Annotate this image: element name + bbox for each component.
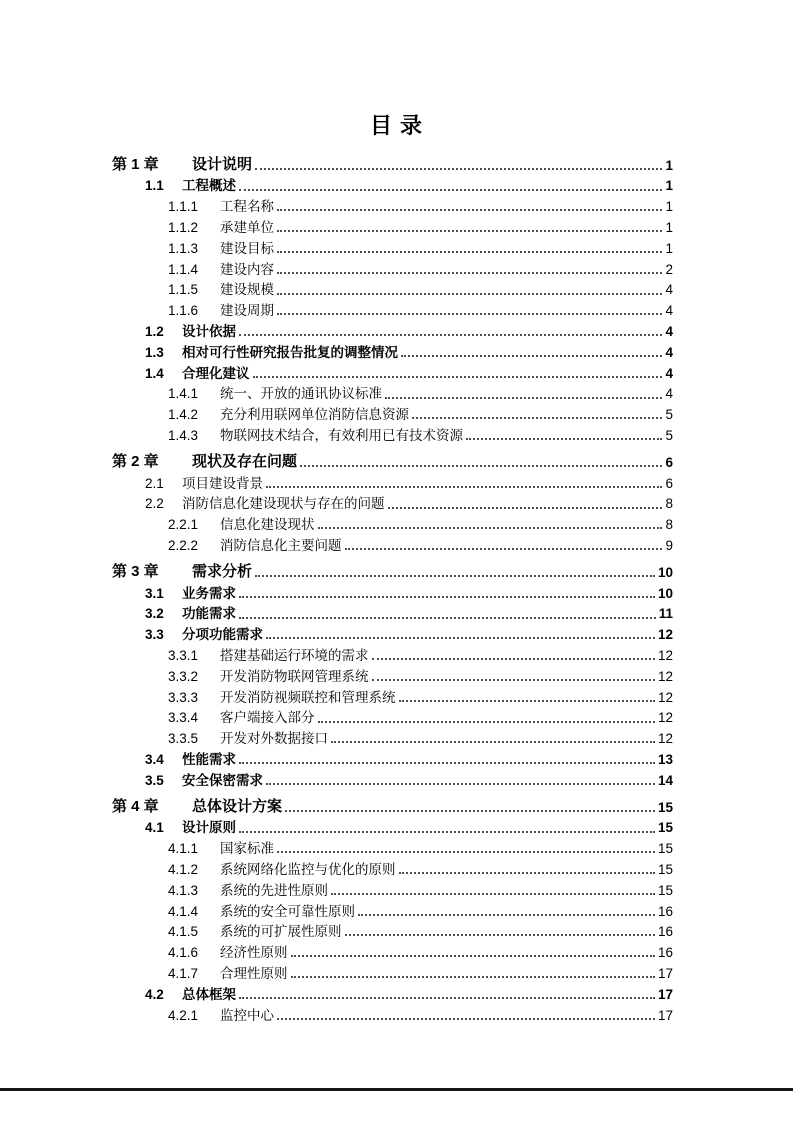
toc-entry[interactable] — [112, 449, 673, 470]
toc-entry-page: 12 — [657, 731, 673, 747]
toc-entry-page: 10 — [657, 564, 673, 580]
dot-leader — [358, 914, 655, 916]
toc-entry-page: 17 — [657, 1007, 673, 1023]
toc-entry-title: 搭建基础运行环境的需求 — [220, 647, 369, 663]
dot-leader — [372, 658, 655, 660]
toc-entry[interactable] — [112, 815, 673, 836]
toc-entry-title: 安全保密需求 — [182, 772, 263, 788]
toc-entry-number: 4.1.2 — [168, 861, 199, 877]
dot-leader — [277, 209, 662, 211]
dot-leader — [331, 741, 655, 743]
toc-entry[interactable] — [112, 877, 673, 898]
toc-entry[interactable] — [112, 746, 673, 767]
toc-entry-number: 3.3.4 — [168, 710, 199, 726]
toc-entry-title: 消防信息化主要问题 — [220, 537, 342, 553]
toc-entry-number: 4.1.7 — [168, 965, 199, 981]
toc-entry-page: 16 — [657, 924, 673, 940]
toc-entry[interactable] — [112, 470, 673, 491]
toc-entry-title: 功能需求 — [182, 606, 236, 622]
toc-entry-number: 4.1 — [145, 820, 164, 836]
dot-leader — [266, 637, 655, 639]
toc-entry-number: 1.1.5 — [168, 282, 199, 298]
toc-entry[interactable] — [112, 532, 673, 553]
toc-entry-title: 设计原则 — [182, 820, 236, 836]
page-bottom-border — [0, 1088, 793, 1091]
dot-leader — [239, 617, 656, 619]
toc-entry[interactable] — [112, 939, 673, 960]
toc-entry-title: 物联网技术结合，有效利用已有技术资源 — [220, 427, 463, 443]
toc-entry-number: 第 3 章 — [112, 563, 159, 581]
toc-entry-number: 第 2 章 — [112, 453, 159, 471]
toc-entry-page: 4 — [665, 303, 673, 319]
dot-leader — [239, 762, 655, 764]
toc-entry-title: 总体框架 — [182, 986, 236, 1002]
toc-entry-number: 4.1.1 — [168, 841, 199, 857]
toc-entry[interactable] — [112, 580, 673, 601]
dot-leader — [401, 355, 662, 357]
toc-entry-number: 4.2.1 — [168, 1007, 199, 1023]
toc-entry-title: 消防信息化建设现状与存在的问题 — [182, 496, 385, 512]
dot-leader — [345, 548, 663, 550]
dot-leader — [277, 293, 662, 295]
toc-entry-page: 13 — [657, 751, 673, 767]
toc-entry-page: 1 — [665, 240, 673, 256]
toc-entry[interactable] — [112, 152, 673, 173]
dot-leader — [277, 313, 662, 315]
toc-entry-number: 4.1.3 — [168, 882, 199, 898]
toc-entry-title: 建设目标 — [220, 240, 274, 256]
toc-entry-title: 承建单位 — [220, 220, 274, 236]
dot-leader — [318, 527, 663, 529]
toc-entry-title: 开发消防物联网管理系统 — [220, 668, 369, 684]
toc-entry[interactable] — [112, 1002, 673, 1023]
toc-entry-title: 信息化建设现状 — [220, 517, 315, 533]
toc-entry[interactable] — [112, 684, 673, 705]
dot-leader — [291, 955, 655, 957]
toc-entry-number: 3.3 — [145, 627, 164, 643]
toc-entry-number: 3.2 — [145, 606, 164, 622]
toc-entry-title: 建设内容 — [220, 261, 274, 277]
toc-entry-page: 15 — [657, 882, 673, 898]
toc-entry-number: 1.4.1 — [168, 386, 199, 402]
toc-entry-title: 工程名称 — [220, 199, 274, 215]
dot-leader — [412, 417, 662, 419]
toc-entry[interactable] — [112, 767, 673, 788]
toc-entry-title: 系统网络化监控与优化的原则 — [220, 861, 396, 877]
dot-leader — [466, 438, 662, 440]
toc-entry-page: 11 — [658, 606, 673, 622]
toc-entry-page: 4 — [665, 324, 673, 339]
toc-entry[interactable] — [112, 898, 673, 919]
dot-leader — [239, 831, 655, 833]
toc-entry-number: 第 4 章 — [112, 797, 159, 815]
dot-leader — [291, 976, 655, 978]
toc-entry-title: 系统的可扩展性原则 — [220, 924, 342, 940]
toc-entry-number: 3.3.2 — [168, 668, 199, 684]
toc-entry-page: 4 — [665, 282, 673, 298]
toc-entry-number: 3.5 — [145, 772, 164, 788]
toc-entry-number: 3.3.3 — [168, 689, 199, 705]
toc-entry[interactable] — [112, 726, 673, 747]
toc-entry-page: 6 — [665, 475, 673, 491]
toc-entry-title: 系统的先进性原则 — [220, 882, 328, 898]
toc-entry-number: 2.2.2 — [168, 537, 199, 553]
toc-entry-number: 3.1 — [145, 585, 164, 601]
toc-entry-number: 1.4.3 — [168, 427, 199, 443]
toc-entry-title: 工程概述 — [182, 178, 236, 194]
toc-entry-number: 2.1 — [145, 475, 164, 491]
toc-entry-number: 2.2.1 — [168, 517, 199, 533]
toc-entry-page: 12 — [657, 647, 673, 663]
dot-leader — [399, 872, 655, 874]
toc-entry[interactable] — [112, 277, 673, 298]
toc-entry-number: 第 1 章 — [112, 156, 159, 174]
toc-entry-page: 17 — [657, 986, 673, 1002]
toc-entry-title: 充分利用联网单位消防信息资源 — [220, 407, 409, 423]
toc-entry-page: 12 — [657, 710, 673, 726]
toc-entry[interactable] — [112, 622, 673, 643]
toc-entry-number: 3.4 — [145, 751, 164, 767]
toc-entry-title: 建设规模 — [220, 282, 274, 298]
toc-entry-title: 业务需求 — [182, 585, 236, 601]
toc-entry-page: 14 — [657, 772, 673, 788]
toc-entry[interactable] — [112, 194, 673, 215]
toc-entry-title: 开发对外数据接口 — [220, 731, 328, 747]
toc-entry-title: 合理性原则 — [220, 965, 288, 981]
dot-leader — [399, 700, 655, 702]
dot-leader — [372, 679, 655, 681]
toc-entry-title: 统一、开放的通讯协议标准 — [220, 386, 382, 402]
dot-leader — [239, 596, 655, 598]
toc-entry-page: 8 — [665, 517, 673, 533]
toc-entry-number: 4.1.5 — [168, 924, 199, 940]
dot-leader — [318, 721, 655, 723]
toc-entry-title: 合理化建议 — [182, 365, 250, 381]
toc-entry-title: 建设周期 — [220, 303, 274, 319]
dot-leader — [331, 893, 655, 895]
toc-entry-title: 国家标准 — [220, 841, 274, 857]
dot-leader — [285, 810, 655, 812]
toc-entry-title: 系统的安全可靠性原则 — [220, 903, 355, 919]
toc-entry-number: 3.3.5 — [168, 731, 199, 747]
toc-entry-page: 5 — [665, 427, 673, 443]
dot-leader — [300, 465, 662, 467]
toc-entry-page: 15 — [657, 820, 673, 836]
toc-entry[interactable] — [112, 214, 673, 235]
toc-entry-page: 10 — [657, 585, 673, 601]
toc-entry-page: 4 — [665, 344, 673, 360]
toc-entry-title: 相对可行性研究报告批复的调整情况 — [182, 344, 398, 360]
dot-leader — [277, 251, 662, 253]
toc-entry[interactable] — [112, 298, 673, 319]
toc-entry[interactable] — [112, 339, 673, 360]
dot-leader — [239, 997, 655, 999]
toc-entry-title: 项目建设背景 — [182, 475, 263, 491]
toc-entry-title: 设计依据 — [182, 324, 236, 339]
toc-entry-number: 1.1.6 — [168, 303, 199, 319]
toc-entry-title: 分项功能需求 — [182, 627, 263, 643]
dot-leader — [277, 1018, 655, 1020]
toc-entry-page: 15 — [657, 861, 673, 877]
toc-entry-title: 性能需求 — [182, 751, 236, 767]
toc-entry-number: 1.2 — [145, 324, 164, 339]
table-of-contents — [112, 146, 673, 1023]
toc-entry-number: 1.4 — [145, 365, 164, 381]
toc-entry-number: 1.1.3 — [168, 240, 199, 256]
toc-entry[interactable] — [112, 235, 673, 256]
toc-entry[interactable] — [112, 960, 673, 981]
page-title: 目 录 — [369, 113, 424, 138]
toc-entry-page: 15 — [657, 799, 673, 815]
toc-entry[interactable] — [112, 173, 673, 194]
toc-entry-title: 经济性原则 — [220, 945, 288, 961]
toc-entry-page: 1 — [665, 178, 673, 194]
toc-entry[interactable] — [112, 705, 673, 726]
toc-entry-page: 12 — [657, 689, 673, 705]
toc-entry[interactable] — [112, 256, 673, 277]
toc-entry-title: 需求分析 — [192, 563, 253, 581]
toc-entry-page: 12 — [657, 668, 673, 684]
toc-entry[interactable] — [112, 381, 673, 402]
toc-entry[interactable] — [112, 856, 673, 877]
dot-leader — [255, 168, 662, 170]
toc-entry-number: 4.1.4 — [168, 903, 199, 919]
toc-entry[interactable] — [112, 642, 673, 663]
toc-entry-page: 12 — [657, 627, 673, 643]
toc-entry[interactable] — [112, 318, 673, 339]
toc-entry[interactable] — [112, 663, 673, 684]
dot-leader — [253, 376, 663, 378]
toc-entry[interactable] — [112, 919, 673, 940]
toc-entry-page: 17 — [657, 965, 673, 981]
toc-entry-title: 开发消防视频联控和管理系统 — [220, 689, 396, 705]
toc-entry[interactable] — [112, 360, 673, 381]
toc-entry-page: 1 — [665, 220, 673, 236]
toc-entry-title: 客户端接入部分 — [220, 710, 315, 726]
toc-entry-number: 4.2 — [145, 986, 164, 1002]
toc-entry-number: 1.1.4 — [168, 261, 199, 277]
toc-entry-page: 16 — [657, 903, 673, 919]
dot-leader — [277, 851, 655, 853]
toc-entry-title: 总体设计方案 — [192, 797, 283, 815]
toc-entry-number: 1.1 — [145, 178, 164, 194]
toc-entry[interactable] — [112, 601, 673, 622]
toc-entry-page: 15 — [657, 841, 673, 857]
toc-entry-title: 监控中心 — [220, 1007, 274, 1023]
toc-entry-number: 4.1.6 — [168, 945, 199, 961]
toc-entry[interactable] — [112, 836, 673, 857]
toc-entry-number: 1.1.1 — [168, 199, 199, 215]
dot-leader — [266, 486, 662, 488]
toc-entry[interactable] — [112, 559, 673, 580]
toc-entry[interactable] — [112, 981, 673, 1002]
dot-leader — [255, 575, 655, 577]
toc-entry-page: 16 — [657, 945, 673, 961]
dot-leader — [266, 783, 655, 785]
toc-entry-number: 3.3.1 — [168, 647, 199, 663]
toc-entry-page: 6 — [665, 454, 673, 470]
toc-entry[interactable] — [112, 491, 673, 512]
toc-entry[interactable] — [112, 794, 673, 815]
toc-entry-page: 4 — [665, 386, 673, 402]
toc-entry-page: 2 — [665, 261, 673, 277]
dot-leader — [388, 507, 663, 509]
dot-leader — [345, 934, 655, 936]
dot-leader — [385, 397, 662, 399]
toc-entry-page: 9 — [665, 537, 673, 553]
toc-entry[interactable] — [112, 422, 673, 443]
dot-leader — [277, 272, 662, 274]
toc-entry-page: 4 — [665, 365, 673, 381]
dot-leader — [277, 230, 662, 232]
toc-entry-page: 1 — [665, 199, 673, 215]
toc-entry-title: 现状及存在问题 — [192, 453, 298, 471]
toc-entry-number: 1.4.2 — [168, 407, 199, 423]
toc-entry-page: 1 — [665, 157, 673, 173]
toc-entry-page: 8 — [665, 496, 673, 512]
toc-entry-number: 1.3 — [145, 344, 164, 360]
toc-entry-number: 1.1.2 — [168, 220, 199, 236]
toc-entry-title: 设计说明 — [192, 156, 253, 174]
toc-entry[interactable] — [112, 402, 673, 423]
dot-leader — [239, 189, 662, 191]
toc-entry-number: 2.2 — [145, 496, 164, 512]
toc-entry[interactable] — [112, 512, 673, 533]
toc-entry-page: 5 — [665, 407, 673, 423]
dot-leader — [239, 334, 662, 336]
